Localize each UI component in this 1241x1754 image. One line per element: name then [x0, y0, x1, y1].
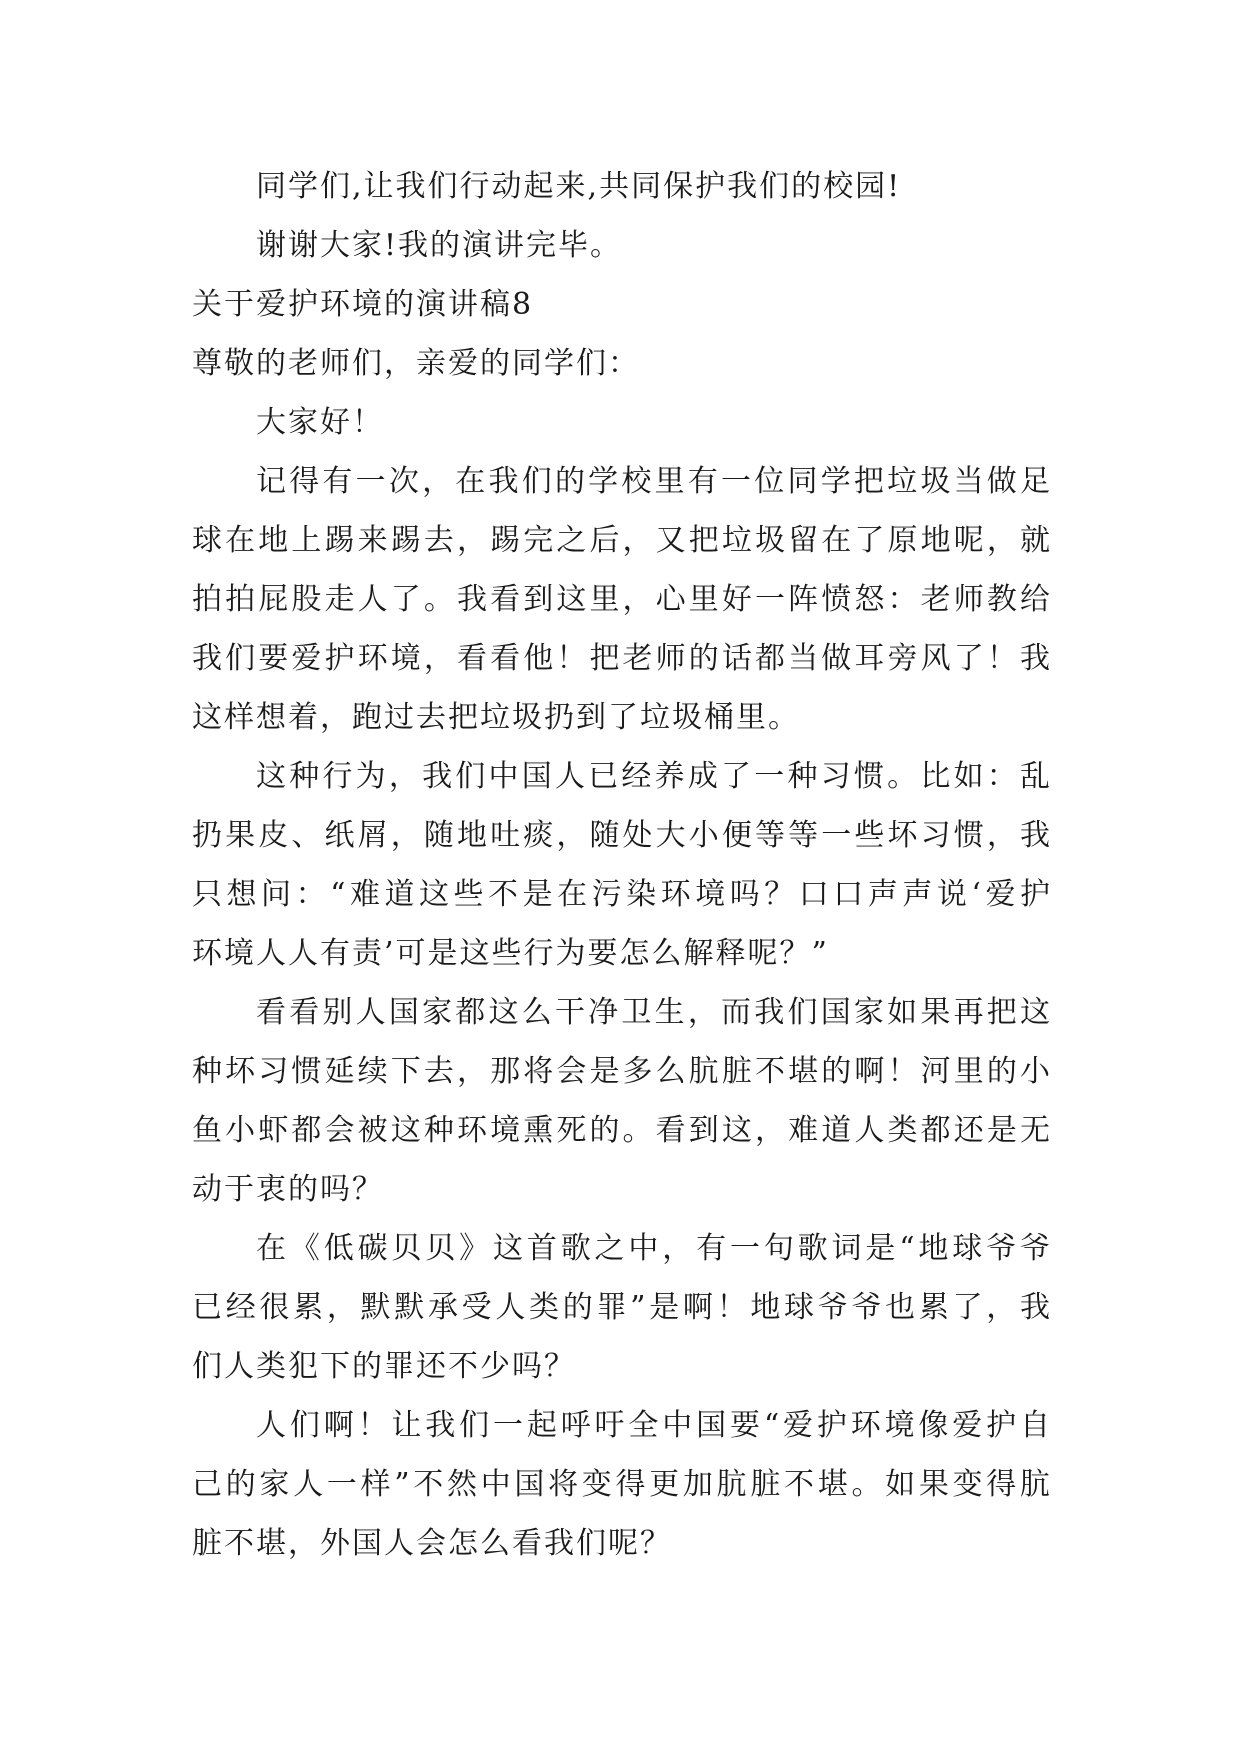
- paragraph-line: 己的家人一样”不然中国将变得更加肮脏不堪。如果变得肮: [192, 1467, 1050, 1502]
- paragraph-line: 同学们,让我们行动起来,共同保护我们的校园!: [256, 169, 902, 204]
- paragraph-line: 我们要爱护环境，看看他！把老师的话都当做耳旁风了！我: [192, 641, 1050, 676]
- paragraph-line: 拍拍屁股走人了。我看到这里，心里好一阵愤怒：老师教给: [192, 582, 1050, 617]
- greeting: 大家好！: [256, 405, 384, 440]
- paragraph-line: 球在地上踢来踢去，踢完之后，又把垃圾留在了原地呢，就: [192, 523, 1050, 558]
- paragraph-line: 鱼小虾都会被这种环境熏死的。看到这，难道人类都还是无: [192, 1113, 1050, 1148]
- paragraph-line: 已经很累，默默承受人类的罪”是啊！地球爷爷也累了，我: [192, 1290, 1050, 1325]
- paragraph-line: 种坏习惯延续下去，那将会是多么肮脏不堪的啊！河里的小: [192, 1054, 1050, 1089]
- paragraph-line: 们人类犯下的罪还不少吗？: [192, 1349, 576, 1384]
- paragraph-line: 谢谢大家!我的演讲完毕。: [256, 228, 623, 263]
- paragraph-line: 在《低碳贝贝》这首歌之中，有一句歌词是“地球爷爷: [256, 1231, 1050, 1266]
- paragraph-line: 环境人人有责’可是这些行为要怎么解释呢？”: [192, 936, 829, 971]
- paragraph-line: 这种行为，我们中国人已经养成了一种习惯。比如：乱: [256, 759, 1050, 794]
- paragraph-line: 这样想着，跑过去把垃圾扔到了垃圾桶里。: [192, 700, 800, 735]
- section-title: 关于爱护环境的演讲稿8: [192, 287, 534, 322]
- paragraph-line: 扔果皮、纸屑，随地吐痰，随处大小便等等一些坏习惯，我: [192, 818, 1050, 853]
- salutation: 尊敬的老师们，亲爱的同学们：: [192, 346, 640, 381]
- paragraph-line: 人们啊！让我们一起呼吁全中国要“爱护环境像爱护自: [256, 1408, 1050, 1443]
- paragraph-line: 看看别人国家都这么干净卫生，而我们国家如果再把这: [256, 995, 1050, 1030]
- paragraph-line: 脏不堪，外国人会怎么看我们呢？: [192, 1526, 672, 1561]
- paragraph-line: 记得有一次，在我们的学校里有一位同学把垃圾当做足: [256, 464, 1050, 499]
- paragraph-line: 动于衷的吗？: [192, 1172, 384, 1207]
- paragraph-line: 只想问：“难道这些不是在污染环境吗？口口声声说‘爱护: [192, 877, 1050, 912]
